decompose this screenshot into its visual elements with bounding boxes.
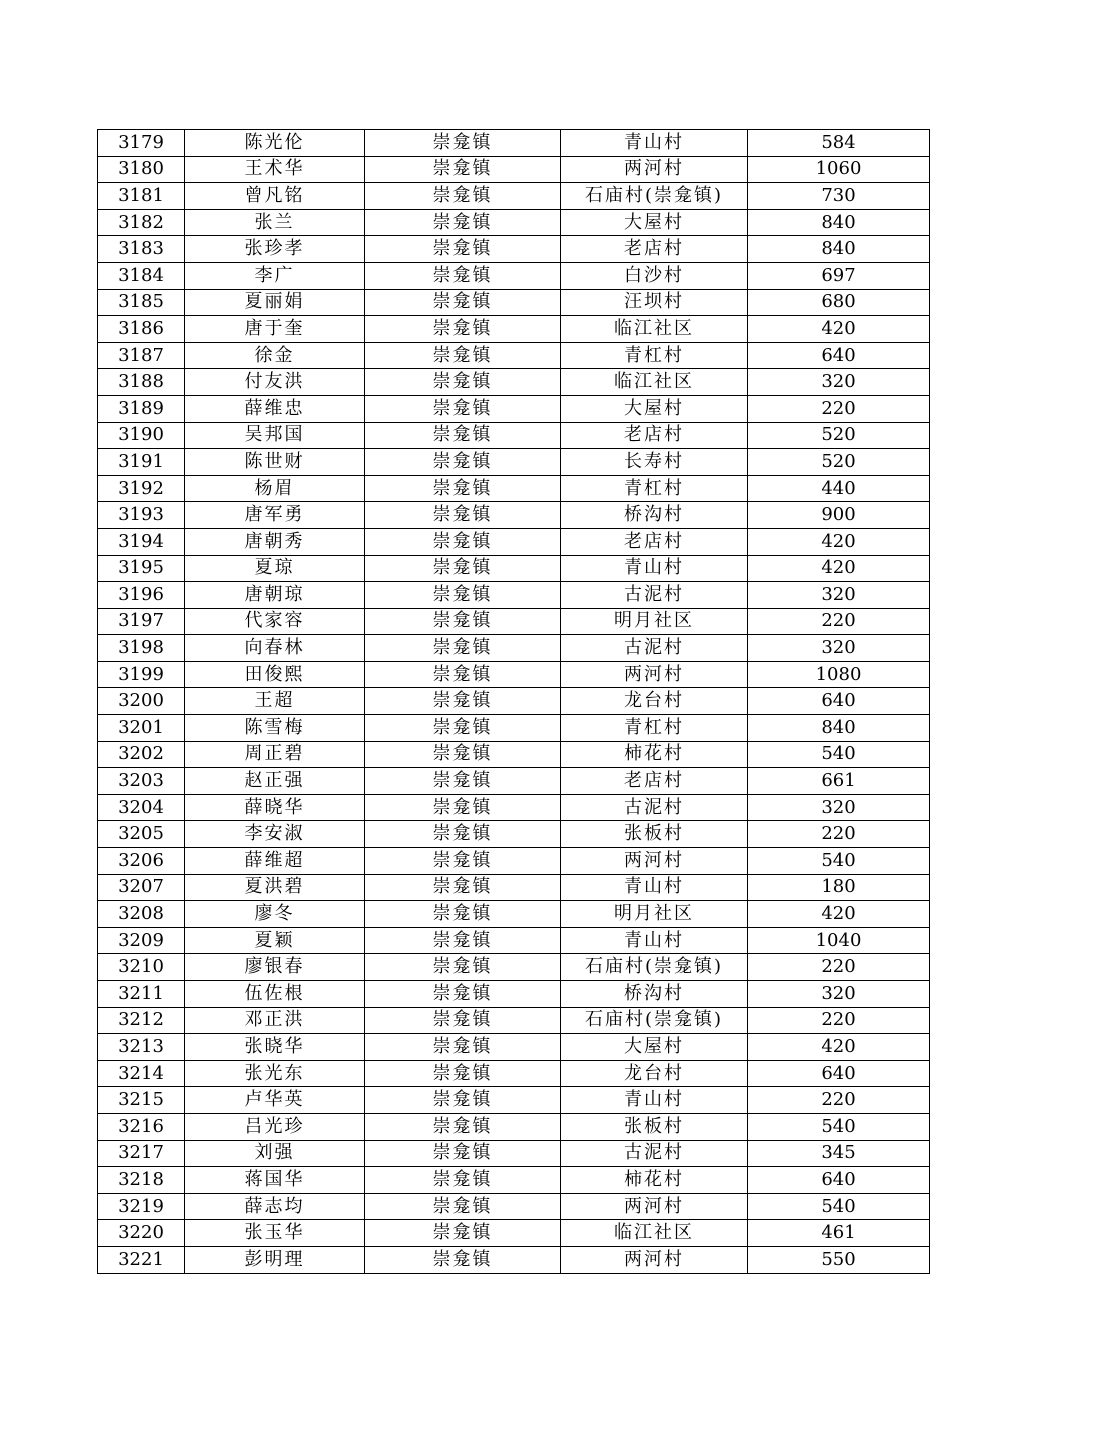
village-cell: 两河村 [561, 156, 748, 183]
town-cell: 崇龛镇 [365, 1140, 561, 1167]
row-number-cell: 3209 [98, 927, 185, 954]
amount-cell: 640 [748, 1167, 930, 1194]
name-cell: 陈世财 [185, 449, 365, 476]
town-cell: 崇龛镇 [365, 449, 561, 476]
village-cell: 柿花村 [561, 1167, 748, 1194]
row-number-cell: 3188 [98, 369, 185, 396]
village-cell: 临江社区 [561, 316, 748, 343]
amount-cell: 540 [748, 1193, 930, 1220]
table-row [98, 156, 930, 183]
amount-cell: 680 [748, 289, 930, 316]
village-cell: 青山村 [561, 555, 748, 582]
name-cell: 赵正强 [185, 768, 365, 795]
village-cell: 古泥村 [561, 582, 748, 609]
name-cell: 张晓华 [185, 1034, 365, 1061]
name-cell: 张珍孝 [185, 236, 365, 263]
village-cell: 两河村 [561, 848, 748, 875]
row-number-cell: 3203 [98, 768, 185, 795]
amount-cell: 320 [748, 981, 930, 1008]
amount-cell: 640 [748, 342, 930, 369]
row-number-cell: 3207 [98, 874, 185, 901]
amount-cell: 1040 [748, 927, 930, 954]
amount-cell: 461 [748, 1220, 930, 1247]
amount-cell: 220 [748, 1087, 930, 1114]
village-cell: 青杠村 [561, 475, 748, 502]
amount-cell: 584 [748, 130, 930, 157]
table-row [98, 555, 930, 582]
town-cell: 崇龛镇 [365, 848, 561, 875]
name-cell: 夏丽娟 [185, 289, 365, 316]
name-cell: 吴邦国 [185, 422, 365, 449]
name-cell: 陈光伦 [185, 130, 365, 157]
row-number-cell: 3206 [98, 848, 185, 875]
name-cell: 付友洪 [185, 369, 365, 396]
name-cell: 伍佐根 [185, 981, 365, 1008]
town-cell: 崇龛镇 [365, 183, 561, 210]
town-cell: 崇龛镇 [365, 209, 561, 236]
row-number-cell: 3191 [98, 449, 185, 476]
row-number-cell: 3208 [98, 901, 185, 928]
amount-cell: 220 [748, 608, 930, 635]
table-row [98, 1060, 930, 1087]
town-cell: 崇龛镇 [365, 688, 561, 715]
town-cell: 崇龛镇 [365, 1060, 561, 1087]
amount-cell: 550 [748, 1246, 930, 1273]
name-cell: 廖冬 [185, 901, 365, 928]
village-cell: 大屋村 [561, 1034, 748, 1061]
name-cell: 王超 [185, 688, 365, 715]
table-row [98, 715, 930, 742]
data-table [97, 129, 930, 1274]
village-cell: 青山村 [561, 130, 748, 157]
amount-cell: 640 [748, 1060, 930, 1087]
village-cell: 老店村 [561, 422, 748, 449]
table-row [98, 1246, 930, 1273]
table-row [98, 209, 930, 236]
row-number-cell: 3192 [98, 475, 185, 502]
row-number-cell: 3199 [98, 661, 185, 688]
row-number-cell: 3220 [98, 1220, 185, 1247]
name-cell: 吕光珍 [185, 1113, 365, 1140]
village-cell: 古泥村 [561, 1140, 748, 1167]
town-cell: 崇龛镇 [365, 236, 561, 263]
amount-cell: 540 [748, 848, 930, 875]
amount-cell: 220 [748, 1007, 930, 1034]
amount-cell: 840 [748, 715, 930, 742]
town-cell: 崇龛镇 [365, 741, 561, 768]
table-row [98, 475, 930, 502]
table-row [98, 901, 930, 928]
table-row [98, 874, 930, 901]
village-cell: 大屋村 [561, 395, 748, 422]
town-cell: 崇龛镇 [365, 395, 561, 422]
table-row [98, 449, 930, 476]
name-cell: 彭明理 [185, 1246, 365, 1273]
table-row [98, 582, 930, 609]
town-cell: 崇龛镇 [365, 901, 561, 928]
town-cell: 崇龛镇 [365, 1246, 561, 1273]
name-cell: 杨眉 [185, 475, 365, 502]
row-number-cell: 3217 [98, 1140, 185, 1167]
table-row [98, 848, 930, 875]
village-cell: 张板村 [561, 821, 748, 848]
name-cell: 邓正洪 [185, 1007, 365, 1034]
table-row [98, 1087, 930, 1114]
town-cell: 崇龛镇 [365, 475, 561, 502]
village-cell: 青山村 [561, 927, 748, 954]
amount-cell: 640 [748, 688, 930, 715]
row-number-cell: 3194 [98, 528, 185, 555]
table-row [98, 688, 930, 715]
amount-cell: 840 [748, 209, 930, 236]
row-number-cell: 3204 [98, 794, 185, 821]
town-cell: 崇龛镇 [365, 1087, 561, 1114]
village-cell: 青杠村 [561, 715, 748, 742]
name-cell: 唐于奎 [185, 316, 365, 343]
town-cell: 崇龛镇 [365, 635, 561, 662]
name-cell: 蒋国华 [185, 1167, 365, 1194]
table-row [98, 528, 930, 555]
row-number-cell: 3210 [98, 954, 185, 981]
row-number-cell: 3186 [98, 316, 185, 343]
table-row [98, 369, 930, 396]
table-row [98, 422, 930, 449]
town-cell: 崇龛镇 [365, 821, 561, 848]
village-cell: 明月社区 [561, 901, 748, 928]
row-number-cell: 3197 [98, 608, 185, 635]
table-row [98, 1220, 930, 1247]
amount-cell: 420 [748, 555, 930, 582]
table-row [98, 236, 930, 263]
town-cell: 崇龛镇 [365, 582, 561, 609]
village-cell: 白沙村 [561, 262, 748, 289]
name-cell: 徐金 [185, 342, 365, 369]
row-number-cell: 3182 [98, 209, 185, 236]
village-cell: 古泥村 [561, 635, 748, 662]
table-row [98, 635, 930, 662]
row-number-cell: 3219 [98, 1193, 185, 1220]
amount-cell: 661 [748, 768, 930, 795]
row-number-cell: 3211 [98, 981, 185, 1008]
town-cell: 崇龛镇 [365, 130, 561, 157]
table-row [98, 289, 930, 316]
amount-cell: 730 [748, 183, 930, 210]
amount-cell: 1080 [748, 661, 930, 688]
table-row [98, 981, 930, 1008]
name-cell: 张兰 [185, 209, 365, 236]
table-row [98, 262, 930, 289]
town-cell: 崇龛镇 [365, 422, 561, 449]
name-cell: 唐军勇 [185, 502, 365, 529]
town-cell: 崇龛镇 [365, 528, 561, 555]
village-cell: 桥沟村 [561, 981, 748, 1008]
name-cell: 王术华 [185, 156, 365, 183]
amount-cell: 320 [748, 635, 930, 662]
amount-cell: 180 [748, 874, 930, 901]
name-cell: 薛维忠 [185, 395, 365, 422]
row-number-cell: 3190 [98, 422, 185, 449]
town-cell: 崇龛镇 [365, 1113, 561, 1140]
town-cell: 崇龛镇 [365, 794, 561, 821]
table-row [98, 1167, 930, 1194]
row-number-cell: 3216 [98, 1113, 185, 1140]
row-number-cell: 3201 [98, 715, 185, 742]
table-row [98, 316, 930, 343]
name-cell: 李广 [185, 262, 365, 289]
village-cell: 两河村 [561, 1193, 748, 1220]
town-cell: 崇龛镇 [365, 608, 561, 635]
town-cell: 崇龛镇 [365, 1007, 561, 1034]
village-cell: 大屋村 [561, 209, 748, 236]
row-number-cell: 3200 [98, 688, 185, 715]
row-number-cell: 3212 [98, 1007, 185, 1034]
town-cell: 崇龛镇 [365, 1193, 561, 1220]
name-cell: 向春林 [185, 635, 365, 662]
town-cell: 崇龛镇 [365, 954, 561, 981]
village-cell: 石庙村(崇龛镇) [561, 954, 748, 981]
amount-cell: 345 [748, 1140, 930, 1167]
row-number-cell: 3185 [98, 289, 185, 316]
town-cell: 崇龛镇 [365, 1220, 561, 1247]
table-row [98, 794, 930, 821]
table-row [98, 1034, 930, 1061]
village-cell: 柿花村 [561, 741, 748, 768]
name-cell: 薛志均 [185, 1193, 365, 1220]
village-cell: 龙台村 [561, 688, 748, 715]
town-cell: 崇龛镇 [365, 927, 561, 954]
table-row [98, 954, 930, 981]
table-row [98, 768, 930, 795]
amount-cell: 220 [748, 954, 930, 981]
village-cell: 石庙村(崇龛镇) [561, 183, 748, 210]
town-cell: 崇龛镇 [365, 502, 561, 529]
amount-cell: 697 [748, 262, 930, 289]
row-number-cell: 3213 [98, 1034, 185, 1061]
village-cell: 青山村 [561, 874, 748, 901]
town-cell: 崇龛镇 [365, 289, 561, 316]
table-row [98, 661, 930, 688]
name-cell: 周正碧 [185, 741, 365, 768]
village-cell: 老店村 [561, 768, 748, 795]
amount-cell: 420 [748, 528, 930, 555]
town-cell: 崇龛镇 [365, 715, 561, 742]
name-cell: 田俊熙 [185, 661, 365, 688]
name-cell: 夏琼 [185, 555, 365, 582]
name-cell: 卢华英 [185, 1087, 365, 1114]
table-row [98, 342, 930, 369]
town-cell: 崇龛镇 [365, 1034, 561, 1061]
amount-cell: 540 [748, 1113, 930, 1140]
town-cell: 崇龛镇 [365, 768, 561, 795]
town-cell: 崇龛镇 [365, 661, 561, 688]
name-cell: 代家容 [185, 608, 365, 635]
name-cell: 薛维超 [185, 848, 365, 875]
row-number-cell: 3187 [98, 342, 185, 369]
table-row [98, 608, 930, 635]
town-cell: 崇龛镇 [365, 262, 561, 289]
amount-cell: 320 [748, 369, 930, 396]
table-row [98, 1140, 930, 1167]
table-row [98, 130, 930, 157]
row-number-cell: 3195 [98, 555, 185, 582]
name-cell: 曾凡铭 [185, 183, 365, 210]
village-cell: 青杠村 [561, 342, 748, 369]
village-cell: 两河村 [561, 1246, 748, 1273]
village-cell: 青山村 [561, 1087, 748, 1114]
town-cell: 崇龛镇 [365, 369, 561, 396]
amount-cell: 900 [748, 502, 930, 529]
table-row [98, 1113, 930, 1140]
amount-cell: 320 [748, 794, 930, 821]
row-number-cell: 3181 [98, 183, 185, 210]
amount-cell: 220 [748, 395, 930, 422]
village-cell: 汪坝村 [561, 289, 748, 316]
row-number-cell: 3221 [98, 1246, 185, 1273]
table-row [98, 821, 930, 848]
table-row [98, 1007, 930, 1034]
village-cell: 两河村 [561, 661, 748, 688]
amount-cell: 420 [748, 316, 930, 343]
village-cell: 张板村 [561, 1113, 748, 1140]
town-cell: 崇龛镇 [365, 981, 561, 1008]
row-number-cell: 3193 [98, 502, 185, 529]
town-cell: 崇龛镇 [365, 874, 561, 901]
village-cell: 临江社区 [561, 369, 748, 396]
amount-cell: 440 [748, 475, 930, 502]
town-cell: 崇龛镇 [365, 316, 561, 343]
row-number-cell: 3179 [98, 130, 185, 157]
name-cell: 张光东 [185, 1060, 365, 1087]
name-cell: 廖银春 [185, 954, 365, 981]
town-cell: 崇龛镇 [365, 342, 561, 369]
table-row [98, 741, 930, 768]
name-cell: 李安淑 [185, 821, 365, 848]
row-number-cell: 3189 [98, 395, 185, 422]
name-cell: 刘强 [185, 1140, 365, 1167]
village-cell: 龙台村 [561, 1060, 748, 1087]
row-number-cell: 3215 [98, 1087, 185, 1114]
row-number-cell: 3198 [98, 635, 185, 662]
village-cell: 老店村 [561, 236, 748, 263]
table-row [98, 502, 930, 529]
amount-cell: 320 [748, 582, 930, 609]
village-cell: 老店村 [561, 528, 748, 555]
name-cell: 夏洪碧 [185, 874, 365, 901]
table-row [98, 395, 930, 422]
row-number-cell: 3180 [98, 156, 185, 183]
row-number-cell: 3184 [98, 262, 185, 289]
village-cell: 石庙村(崇龛镇) [561, 1007, 748, 1034]
village-cell: 明月社区 [561, 608, 748, 635]
amount-cell: 540 [748, 741, 930, 768]
town-cell: 崇龛镇 [365, 156, 561, 183]
name-cell: 陈雪梅 [185, 715, 365, 742]
table-row [98, 927, 930, 954]
town-cell: 崇龛镇 [365, 1167, 561, 1194]
table-row [98, 1193, 930, 1220]
amount-cell: 420 [748, 901, 930, 928]
village-cell: 临江社区 [561, 1220, 748, 1247]
amount-cell: 520 [748, 422, 930, 449]
name-cell: 张玉华 [185, 1220, 365, 1247]
row-number-cell: 3205 [98, 821, 185, 848]
name-cell: 薛晓华 [185, 794, 365, 821]
amount-cell: 420 [748, 1034, 930, 1061]
row-number-cell: 3202 [98, 741, 185, 768]
amount-cell: 520 [748, 449, 930, 476]
row-number-cell: 3214 [98, 1060, 185, 1087]
table-body [98, 130, 930, 1274]
town-cell: 崇龛镇 [365, 555, 561, 582]
village-cell: 桥沟村 [561, 502, 748, 529]
amount-cell: 220 [748, 821, 930, 848]
name-cell: 夏颖 [185, 927, 365, 954]
row-number-cell: 3196 [98, 582, 185, 609]
village-cell: 长寿村 [561, 449, 748, 476]
amount-cell: 1060 [748, 156, 930, 183]
name-cell: 唐朝秀 [185, 528, 365, 555]
name-cell: 唐朝琼 [185, 582, 365, 609]
village-cell: 古泥村 [561, 794, 748, 821]
table-row [98, 183, 930, 210]
amount-cell: 840 [748, 236, 930, 263]
row-number-cell: 3183 [98, 236, 185, 263]
row-number-cell: 3218 [98, 1167, 185, 1194]
